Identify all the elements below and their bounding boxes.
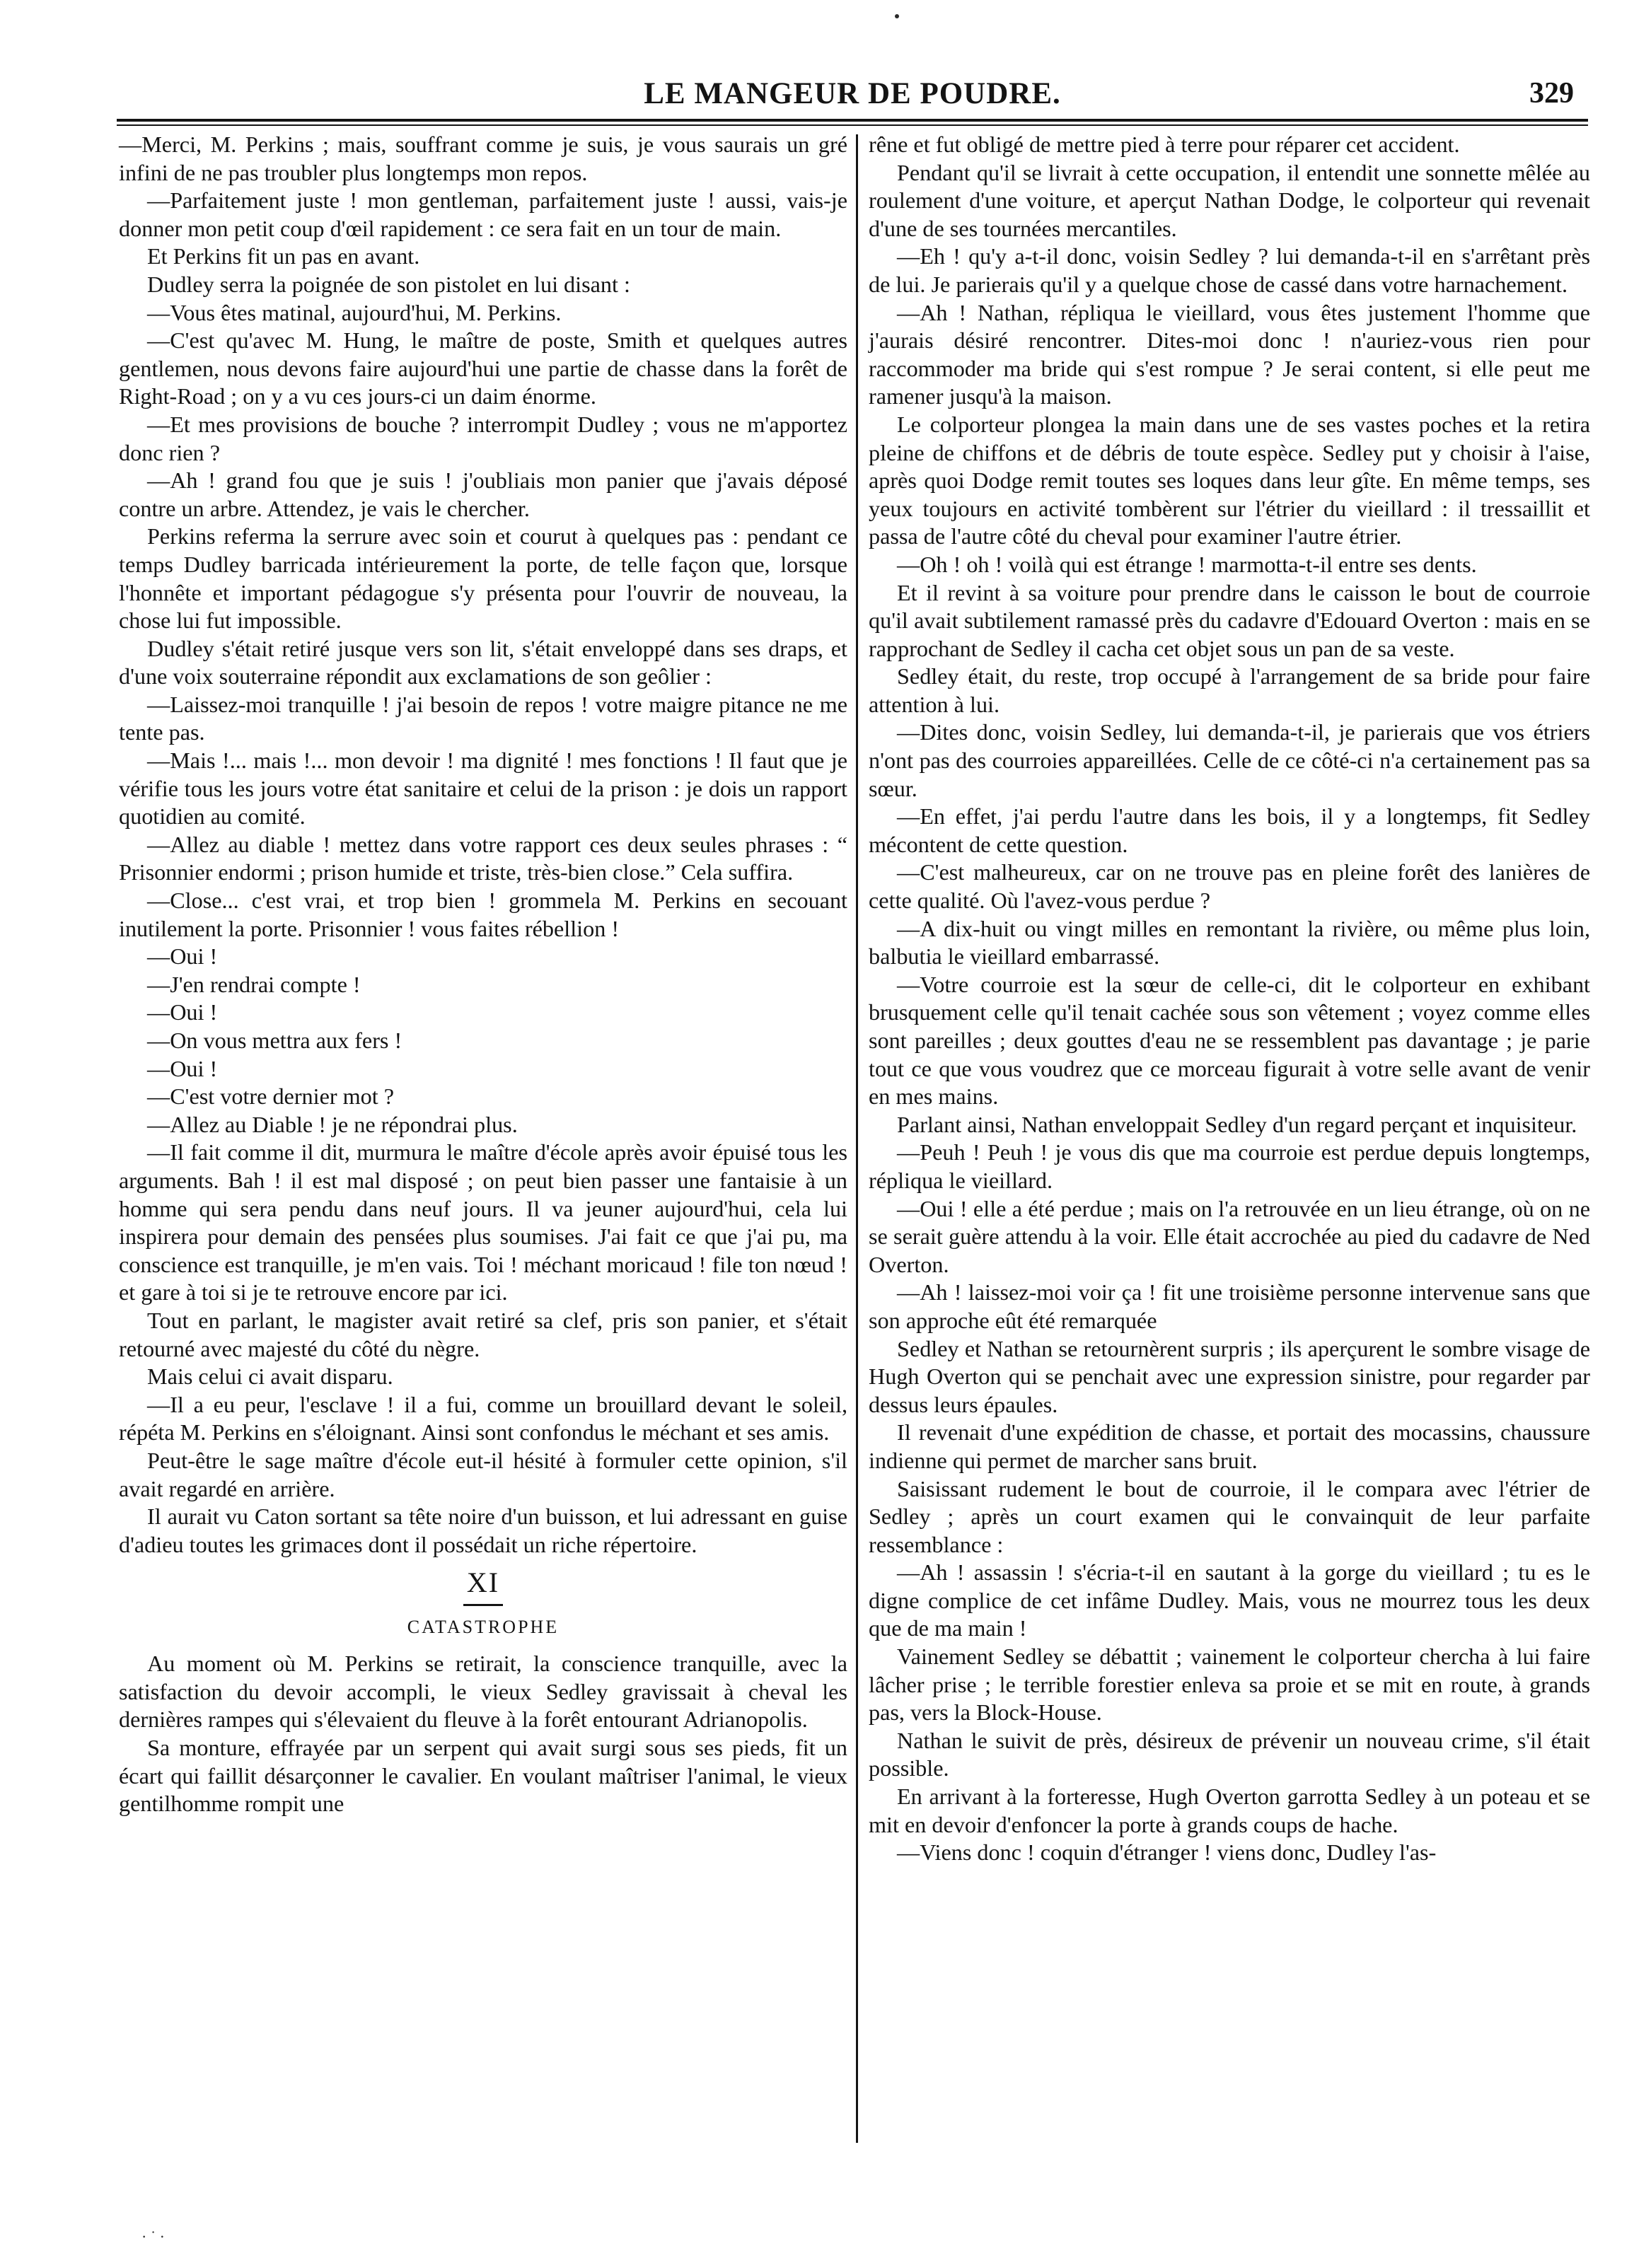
paragraph: —C'est malheureux, car on ne trouve pas en pleine forêt des lanières de cette qualité. Où l'avez-vous perdue ? <box>869 859 1590 914</box>
paragraph: Le colporteur plongea la main dans une de ses vastes poches et la retira pleine de chiffons et de débris de toute espèce. Sedley put y choisir à l'aise, après quoi Dodge remit toutes ses loques dans leur gîte. En même temps, ses yeux toujours en activité tombèrent sur l'étrier du vieillard : il tressaillit et passa de l'autre côté du cheval pour examiner l'autre étrier. <box>869 411 1590 549</box>
paragraph: —Il a eu peur, l'esclave ! il a fui, comme un brouillard devant le soleil, répéta M. Perkins en s'éloignant. Ainsi sont confondus le méchant et ses amis. <box>119 1391 847 1446</box>
paragraph: —Oui ! <box>147 999 218 1025</box>
paragraph: —C'est qu'avec M. Hung, le maître de poste, Smith et quelques autres gentlemen, nous devons faire aujourd'hui une partie de chasse dans la forêt de Right-Road ; on y a vu ces jours-ci un daim énorme. <box>119 327 847 409</box>
paragraph: —Votre courroie est la sœur de celle-ci, dit le colporteur en exhibant brusquement celle qu'il tenait cachée sous son vêtement ; voyez comme elles sont pareilles ; deux gouttes d'eau ne se ressemblent pas davantage ; je parie tout ce que vous voudrez que ce morceau figurait à votre selle avant de venir en mes mains. <box>869 971 1590 1110</box>
right-text <box>869 131 1590 1867</box>
paragraph: —Allez au diable ! mettez dans votre rapport ces deux seules phrases : “ Prisonnier endormi ; prison humide et triste, très-bien close.” Cela suffira. <box>119 831 847 885</box>
paragraph: Nathan le suivit de près, désireux de prévenir un nouveau crime, s'il était possible. <box>869 1727 1590 1781</box>
paragraph: —Laissez-moi tranquille ! j'ai besoin de repos ! votre maigre pitance ne me tente pas. <box>119 691 847 745</box>
paragraph: —Close... c'est vrai, et trop bien ! grommela M. Perkins en secouant inutilement la porte. Prisonnier ! vous faites rébellion ! <box>119 888 847 941</box>
paragraph: Perkins referma la serrure avec soin et courut à quelques pas : pendant ce temps Dudley barricada intérieurement la porte, de telle façon que, lorsque l'honnête et important pédagogue s'y présenta pour l'ouvrir de nouveau, la chose lui fut impossible. <box>119 523 847 634</box>
paragraph: Dudley serra la poignée de son pistolet en lui disant : <box>147 271 630 297</box>
paragraph: —C'est votre dernier mot ? <box>147 1083 395 1110</box>
paragraph: —Et mes provisions de bouche ? interrompit Dudley ; vous ne m'apportez donc rien ? <box>119 411 847 465</box>
chapter-number: XI <box>466 1566 500 1599</box>
paragraph: Tout en parlant, le magister avait retiré sa clef, pris son panier, et s'était retourné avec majesté du côté du nègre. <box>119 1307 847 1361</box>
left-text-before-chapter <box>119 131 847 1559</box>
paragraph: —Il fait comme il dit, murmura le maître d'école après avoir épuisé tous les arguments. Bah ! il est mal disposé ; on peut bien passer une fantaisie à un homme qui sera pendu dans neuf jours. Il va jeuner aujourd'hui, cela lui inspirera pour demain des pensées plus soumises. J'ai fait ce que j'ai pu, ma conscience est tranquille, je m'en vais. Toi ! méchant moricaud ! file ton nœud ! et gare à toi si je te retrouve encore par ici. <box>119 1139 847 1305</box>
chapter-rule <box>463 1604 503 1606</box>
paragraph: —Eh ! qu'y a-t-il donc, voisin Sedley ? lui demanda-t-il en s'arrêtant près de lui. Je parierais qu'il y a quelque chose de cassé dans votre harnachement. <box>869 243 1590 297</box>
paragraph: Au moment où M. Perkins se retirait, la conscience tranquille, avec la satisfaction du devoir accompli, le vieux Sedley gravissait à cheval les dernières rampes qui s'élevaient du fleuve à la forêt entourant Adrianopolis. <box>119 1651 847 1733</box>
paragraph: Et Perkins fit un pas en avant. <box>147 243 420 269</box>
paragraph: —Oui ! elle a été perdue ; mais on l'a retrouvée en un lieu étrange, où on ne se serait guère attendu à la voir. Elle était accrochée au pied du cadavre de Ned Overton. <box>869 1195 1590 1277</box>
paragraph: —Ah ! assassin ! s'écria-t-il en sautant à la gorge du vieillard ; tu es le digne complice de cet infâme Dudley. Mais, vous ne mourrez tous les deux que de ma main ! <box>869 1559 1590 1641</box>
ink-speck <box>895 14 899 18</box>
column-divider <box>856 134 858 2143</box>
paragraph: —En effet, j'ai perdu l'autre dans les bois, il y a longtemps, fit Sedley mécontent de cette question. <box>869 803 1590 857</box>
paragraph: —Ah ! Nathan, répliqua le vieillard, vous êtes justement l'homme que j'aurais désiré rencontrer. Dites-moi donc ! n'auriez-vous rien pour raccommoder ma bride qui s'est rompue ? Je serai content, si elle peut me ramener jusqu'à la maison. <box>869 299 1590 409</box>
paragraph: Pendant qu'il se livrait à cette occupation, il entendit une sonnette mêlée au roulement d'une voiture, et aperçut Nathan Dodge, le colporteur qui revenait d'une de ses tournées mercantiles. <box>869 159 1590 241</box>
paragraph: Parlant ainsi, Nathan enveloppait Sedley d'un regard perçant et inquisiteur. <box>897 1111 1577 1137</box>
paragraph: —Oui ! <box>147 943 218 970</box>
paragraph: —Mais !... mais !... mon devoir ! ma dignité ! mes fonctions ! Il faut que je vérifie tous les jours votre état sanitaire et celui de la prison : je dois un rapport quotidien au comité. <box>119 748 847 830</box>
paragraph: —Parfaitement juste ! mon gentleman, parfaitement juste ! aussi, vais-je donner mon petit coup d'œil rapidement : ce sera fait en un tour de main. <box>119 187 847 241</box>
paragraph: —Ah ! grand fou que je suis ! j'oubliais mon panier que j'avais déposé contre un arbre. Attendez, je vais le chercher. <box>119 467 847 521</box>
header-rule-thick <box>117 119 1588 122</box>
chapter-title: CATASTROPHE <box>407 1617 560 1638</box>
paragraph: Il revenait d'une expédition de chasse, et portait des mocassins, chaussure indienne qui permet de marcher sans bruit. <box>869 1419 1590 1473</box>
page-header <box>117 76 1588 119</box>
paragraph: Il aurait vu Caton sortant sa tête noire d'un buisson, et lui adressant en guise d'adieu toutes les grimaces dont il possédait un riche répertoire. <box>119 1504 847 1557</box>
paragraph: rêne et fut obligé de mettre pied à terre pour réparer cet accident. <box>869 132 1460 157</box>
paragraph: Sa monture, effrayée par un serpent qui avait surgi sous ses pieds, fit un écart qui faillit désarçonner le cavalier. En voulant maîtriser l'animal, le vieux gentilhomme rompit une <box>119 1735 847 1817</box>
paragraph: Vainement Sedley se débattit ; vainement le colporteur chercha à lui faire lâcher prise ; le terrible forestier enleva sa proie et se mit en route, à grands pas, vers la Block-House. <box>869 1644 1590 1726</box>
paragraph: —Oui ! <box>147 1055 218 1081</box>
paragraph: —Vous êtes matinal, aujourd'hui, M. Perkins. <box>147 299 562 325</box>
paragraph: —Oh ! oh ! voilà qui est étrange ! marmotta-t-il entre ses dents. <box>897 551 1477 577</box>
ink-specks: · ˙ · <box>141 2228 165 2245</box>
paragraph: Saisissant rudement le bout de courroie, il le compara avec l'étrier de Sedley ; après un court examen qui le convainquit de leur parfaite ressemblance : <box>869 1475 1590 1557</box>
left-text-after-chapter <box>119 1650 847 1818</box>
paragraph: —Ah ! laissez-moi voir ça ! fit une troisième personne intervenue sans que son approche eût été remarquée <box>869 1279 1590 1333</box>
paragraph: —On vous mettra aux fers ! <box>147 1028 402 1053</box>
paragraph: Et il revint à sa voiture pour prendre dans le caisson le bout de courroie qu'il avait subtilement ramassé près du cadavre d'Edouard Overton : mais en se rapprochant de Sedley il cacha cet objet sous un pan de sa veste. <box>869 579 1590 661</box>
paragraph: En arrivant à la forteresse, Hugh Overton garrotta Sedley à un poteau et se mit en devoir d'enfoncer la porte à grands coups de hache. <box>869 1784 1590 1837</box>
paragraph: —J'en rendrai compte ! <box>147 971 361 997</box>
paragraph: —Dites donc, voisin Sedley, lui demanda-t-il, je parierais que vos étriers n'ont pas des courroies appareillées. Celle de ce côté-ci n'a certainement pas sa sœur. <box>869 719 1590 801</box>
right-column <box>869 131 1590 1867</box>
paragraph: Peut-être le sage maître d'école eut-il hésité à formuler cette opinion, s'il avait regardé en arrière. <box>119 1447 847 1501</box>
paragraph: —Merci, M. Perkins ; mais, souffrant comme je suis, je vous saurais un gré infini de ne pas troubler plus longtemps mon repos. <box>119 132 847 185</box>
header-rule-thin <box>117 124 1588 126</box>
running-title: LE MANGEUR DE POUDRE. <box>644 77 1061 110</box>
paragraph: —Allez au Diable ! je ne répondrai plus. <box>147 1111 518 1137</box>
left-column <box>119 131 847 1818</box>
page-number: 329 <box>1529 77 1574 110</box>
paragraph: —Peuh ! Peuh ! je vous dis que ma courroie est perdue depuis longtemps, répliqua le vieillard. <box>869 1139 1590 1193</box>
paragraph: Sedley était, du reste, trop occupé à l'arrangement de sa bride pour faire attention à lui. <box>869 663 1590 717</box>
paragraph: —Viens donc ! coquin d'étranger ! viens donc, Dudley l'as- <box>897 1839 1437 1866</box>
paragraph: Mais celui ci avait disparu. <box>147 1363 393 1390</box>
paragraph: —A dix-huit ou vingt milles en remontant la rivière, ou même plus loin, balbutia le vieillard embarrassé. <box>869 915 1590 970</box>
paragraph: Dudley s'était retiré jusque vers son lit, s'était enveloppé dans ses draps, et d'une voix souterraine répondit aux exclamations de son geôlier : <box>119 635 847 690</box>
paragraph: Sedley et Nathan se retournèrent surpris ; ils aperçurent le sombre visage de Hugh Overton qui se penchait avec une expression sinistre, pour regarder par dessus leurs épaules. <box>869 1335 1590 1417</box>
